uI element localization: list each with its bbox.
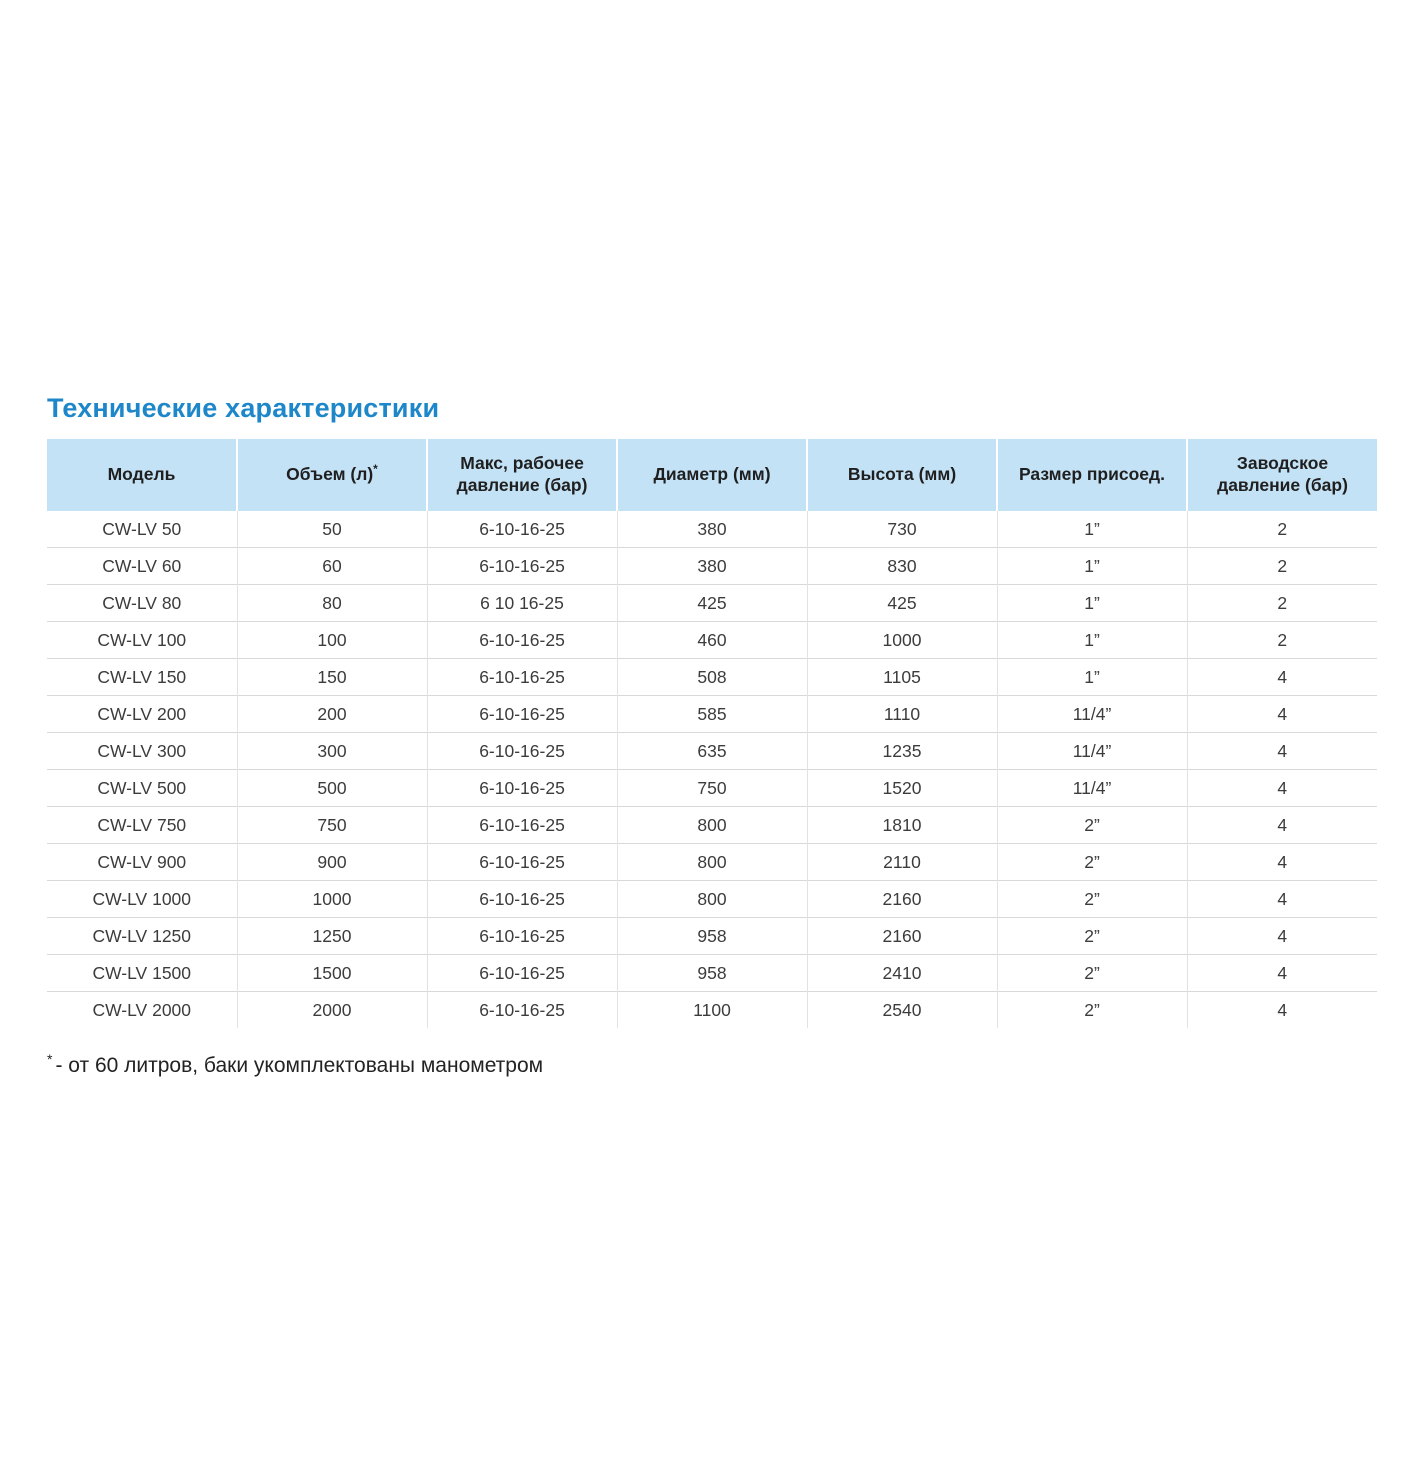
column-header-label: Объем (л) (286, 464, 374, 485)
cell-height: 1105 (807, 659, 997, 696)
cell-factory-pressure: 4 (1187, 844, 1377, 881)
cell-volume: 1500 (237, 955, 427, 992)
cell-height: 1810 (807, 807, 997, 844)
cell-factory-pressure: 2 (1187, 548, 1377, 585)
cell-connection-size: 2” (997, 918, 1187, 955)
column-header-height (807, 439, 997, 511)
spec-table-header (47, 439, 1377, 511)
cell-factory-pressure: 4 (1187, 807, 1377, 844)
cell-connection-size: 2” (997, 807, 1187, 844)
cell-connection-size: 1” (997, 659, 1187, 696)
table-row (47, 955, 1377, 992)
column-header-superscript: * (373, 462, 378, 477)
table-row (47, 659, 1377, 696)
cell-model: CW-LV 750 (47, 807, 237, 844)
cell-factory-pressure: 4 (1187, 696, 1377, 733)
cell-volume: 80 (237, 585, 427, 622)
cell-model: CW-LV 100 (47, 622, 237, 659)
cell-volume: 750 (237, 807, 427, 844)
table-row (47, 733, 1377, 770)
cell-factory-pressure: 4 (1187, 659, 1377, 696)
cell-max-pressure: 6-10-16-25 (427, 992, 617, 1029)
cell-diameter: 380 (617, 511, 807, 548)
cell-height: 425 (807, 585, 997, 622)
cell-factory-pressure: 2 (1187, 585, 1377, 622)
cell-model: CW-LV 500 (47, 770, 237, 807)
cell-height: 2540 (807, 992, 997, 1029)
cell-volume: 1000 (237, 881, 427, 918)
spec-table (47, 439, 1377, 1028)
cell-factory-pressure: 4 (1187, 770, 1377, 807)
cell-diameter: 635 (617, 733, 807, 770)
cell-volume: 2000 (237, 992, 427, 1029)
footnote (47, 1051, 1377, 1078)
table-row (47, 807, 1377, 844)
cell-factory-pressure: 4 (1187, 881, 1377, 918)
cell-max-pressure: 6-10-16-25 (427, 696, 617, 733)
cell-height: 2160 (807, 918, 997, 955)
header-row (47, 439, 1377, 511)
cell-height: 2110 (807, 844, 997, 881)
cell-model: CW-LV 150 (47, 659, 237, 696)
cell-factory-pressure: 4 (1187, 955, 1377, 992)
cell-diameter: 800 (617, 807, 807, 844)
cell-factory-pressure: 4 (1187, 918, 1377, 955)
column-header-max-pressure (427, 439, 617, 511)
cell-height: 830 (807, 548, 997, 585)
cell-connection-size: 11/4” (997, 733, 1187, 770)
cell-volume: 500 (237, 770, 427, 807)
spec-table-body (47, 511, 1377, 1028)
cell-max-pressure: 6-10-16-25 (427, 881, 617, 918)
cell-model: CW-LV 1500 (47, 955, 237, 992)
cell-height: 730 (807, 511, 997, 548)
cell-connection-size: 1” (997, 622, 1187, 659)
cell-model: CW-LV 80 (47, 585, 237, 622)
cell-diameter: 460 (617, 622, 807, 659)
cell-connection-size: 11/4” (997, 696, 1187, 733)
column-header-model (47, 439, 237, 511)
cell-diameter: 750 (617, 770, 807, 807)
table-row (47, 622, 1377, 659)
cell-connection-size: 1” (997, 548, 1187, 585)
cell-connection-size: 11/4” (997, 770, 1187, 807)
table-row (47, 992, 1377, 1029)
cell-connection-size: 2” (997, 881, 1187, 918)
column-header-diameter (617, 439, 807, 511)
column-header-connection-size (997, 439, 1187, 511)
cell-volume: 1250 (237, 918, 427, 955)
cell-max-pressure: 6-10-16-25 (427, 807, 617, 844)
cell-volume: 100 (237, 622, 427, 659)
column-header-label: Размер присоед. (1018, 464, 1166, 485)
footnote-text: - от 60 литров, баки укомплектованы манометром (55, 1054, 544, 1077)
footnote-asterisk: * (47, 1051, 53, 1067)
cell-factory-pressure: 4 (1187, 733, 1377, 770)
column-header-factory-pressure (1187, 439, 1377, 511)
cell-volume: 150 (237, 659, 427, 696)
cell-model: CW-LV 1000 (47, 881, 237, 918)
cell-factory-pressure: 2 (1277, 518, 1288, 539)
cell-diameter: 800 (617, 844, 807, 881)
cell-height: 1235 (807, 733, 997, 770)
table-row (47, 844, 1377, 881)
cell-diameter: 425 (617, 585, 807, 622)
cell-volume: 60 (237, 548, 427, 585)
cell-model: CW-LV 200 (47, 696, 237, 733)
cell-model: CW-LV 50 (47, 511, 237, 548)
table-row (47, 770, 1377, 807)
cell-connection-size: 2” (997, 992, 1187, 1029)
cell-volume: 50 (237, 511, 427, 548)
cell-factory-pressure: 2 (1187, 622, 1377, 659)
cell-model: CW-LV 300 (47, 733, 237, 770)
cell-volume: 300 (237, 733, 427, 770)
column-header-label: Модель (107, 464, 176, 485)
cell-height: 2410 (807, 955, 997, 992)
column-header-label: Высота (мм) (847, 464, 957, 485)
cell-max-pressure: 6-10-16-25 (427, 511, 617, 548)
cell-max-pressure: 6-10-16-25 (427, 548, 617, 585)
column-header-label: Заводское давление (бар) (1217, 453, 1348, 495)
table-row (47, 585, 1377, 622)
cell-diameter: 958 (617, 955, 807, 992)
table-row (47, 511, 1377, 548)
cell-max-pressure: 6-10-16-25 (427, 622, 617, 659)
cell-volume: 900 (237, 844, 427, 881)
cell-height: 1110 (807, 696, 997, 733)
cell-model: CW-LV 60 (47, 548, 237, 585)
cell-model: CW-LV 1250 (47, 918, 237, 955)
cell-diameter: 1100 (617, 992, 807, 1029)
table-row (47, 696, 1377, 733)
column-header-label: Макс, рабочее давление (бар) (456, 453, 588, 495)
cell-height: 2160 (807, 881, 997, 918)
cell-max-pressure: 6-10-16-25 (427, 918, 617, 955)
cell-max-pressure: 6-10-16-25 (427, 770, 617, 807)
cell-max-pressure: 6-10-16-25 (427, 659, 617, 696)
cell-connection-size: 2” (997, 844, 1187, 881)
cell-diameter: 585 (617, 696, 807, 733)
cell-diameter: 800 (617, 881, 807, 918)
cell-diameter: 380 (617, 548, 807, 585)
column-header-label: Диаметр (мм) (653, 464, 771, 485)
cell-factory-pressure: 4 (1187, 992, 1377, 1029)
cell-diameter: 958 (617, 918, 807, 955)
column-header-volume (237, 439, 427, 511)
cell-connection-size: 1” (997, 511, 1187, 548)
cell-volume: 200 (237, 696, 427, 733)
cell-diameter: 508 (617, 659, 807, 696)
table-row (47, 548, 1377, 585)
cell-model: CW-LV 2000 (47, 992, 237, 1029)
cell-height: 1000 (807, 622, 997, 659)
cell-height: 1520 (807, 770, 997, 807)
cell-max-pressure: 6 10 16-25 (427, 585, 617, 622)
cell-connection-size: 1” (997, 585, 1187, 622)
cell-model: CW-LV 900 (47, 844, 237, 881)
cell-max-pressure: 6-10-16-25 (427, 733, 617, 770)
cell-connection-size: 2” (997, 955, 1187, 992)
table-row (47, 918, 1377, 955)
table-row (47, 881, 1377, 918)
cell-max-pressure: 6-10-16-25 (427, 844, 617, 881)
cell-max-pressure: 6-10-16-25 (427, 955, 617, 992)
page-title: Технические характеристики (47, 393, 440, 423)
